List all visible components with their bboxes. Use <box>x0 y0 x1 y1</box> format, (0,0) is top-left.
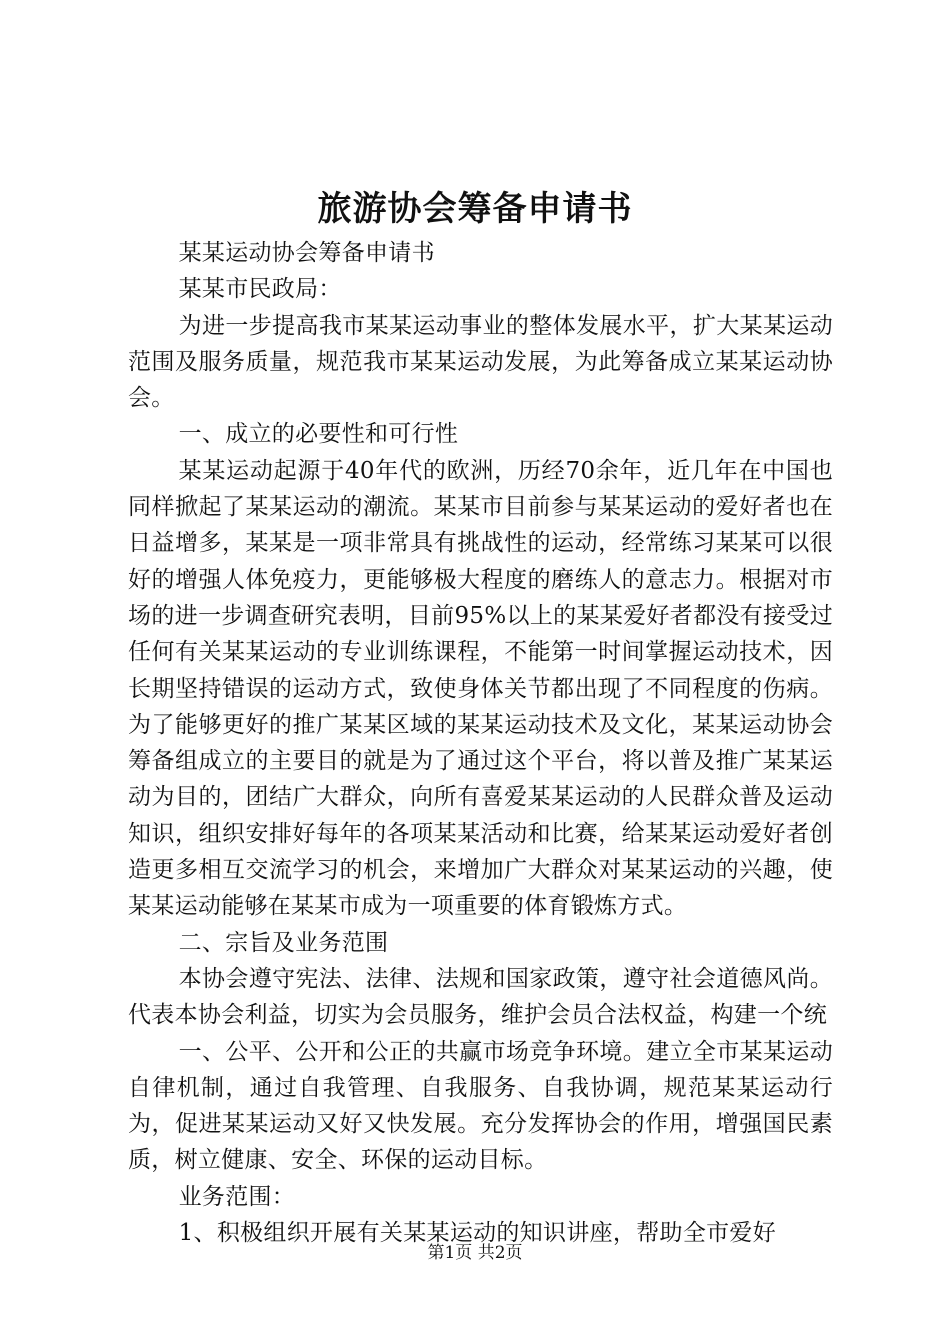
document-body <box>128 235 833 1251</box>
section-heading-purpose: 二、宗旨及业务范围 <box>178 929 389 956</box>
document-title: 旅游协会筹备申请书 <box>317 189 633 229</box>
paragraph-intro: 为进一步提高我市某某运动事业的整体发展水平，扩大某某运动范围及服务质量，规范我市某某运动发展，为此筹备成立某某运动协会。 <box>128 312 833 412</box>
section-heading-business-scope: 业务范围： <box>178 1183 296 1210</box>
section-heading-necessity: 一、成立的必要性和可行性 <box>178 421 459 448</box>
paragraph-environment: 一、公平、公开和公正的共赢市场竞争环境。建立全市某某运动自律机制，通过自我管理、自我服务、自我协调，规范某某运动行为，促进某某运动又好又快发展。充分发挥协会的作用，增强国民素质，树立健康、安全、环保的运动目标。 <box>128 1038 833 1174</box>
paragraph-purpose: 本协会遵守宪法、法律、法规和国家政策，遵守社会道德风尚。代表本协会利益，切实为会员服务，维护会员合法权益，构建一个统 <box>128 965 833 1029</box>
page-number: 第1页 共2页 <box>427 1243 523 1263</box>
paragraph-subtitle: 某某运动协会筹备申请书 <box>178 240 435 266</box>
paragraph-addressee: 某某市民政局： <box>178 276 342 303</box>
paragraph-background: 某某运动起源于40年代的欧洲，历经70余年，近几年在中国也同样掀起了某某运动的潮流。某某市目前参与某某运动的爱好者也在日益增多，某某是一项非常具有挑战性的运动，经常练习某某可以很好的增强人体免疫力，更能够极大程度的磨练人的意志力。根据对市场的进一步调查研究表明，目前95%以上的某某爱好者都没有接受过任何有关某某运动的专业训练课程，不能第一时间掌握运动技术，因长期坚持错误的运动方式，致使身体关节都出现了不同程度的伤病。为了能够更好的推广某某区域的某某运动技术及文化，某某运动协会筹备组成立的主要目的就是为了通过这个平台，将以普及推广某某运动为目的，团结广大群众，向所有喜爱某某运动的人民群众普及运动知识，组织安排好每年的各项某某活动和比赛，给某某运动爱好者创造更多相互交流学习的机会，来增加广大群众对某某运动的兴趣，使某某运动能够在某某市成为一项重要的体育锻炼方式。 <box>128 457 833 920</box>
paragraph-scope-item-1: 1、积极组织开展有关某某运动的知识讲座，帮助全市爱好 <box>178 1220 777 1247</box>
